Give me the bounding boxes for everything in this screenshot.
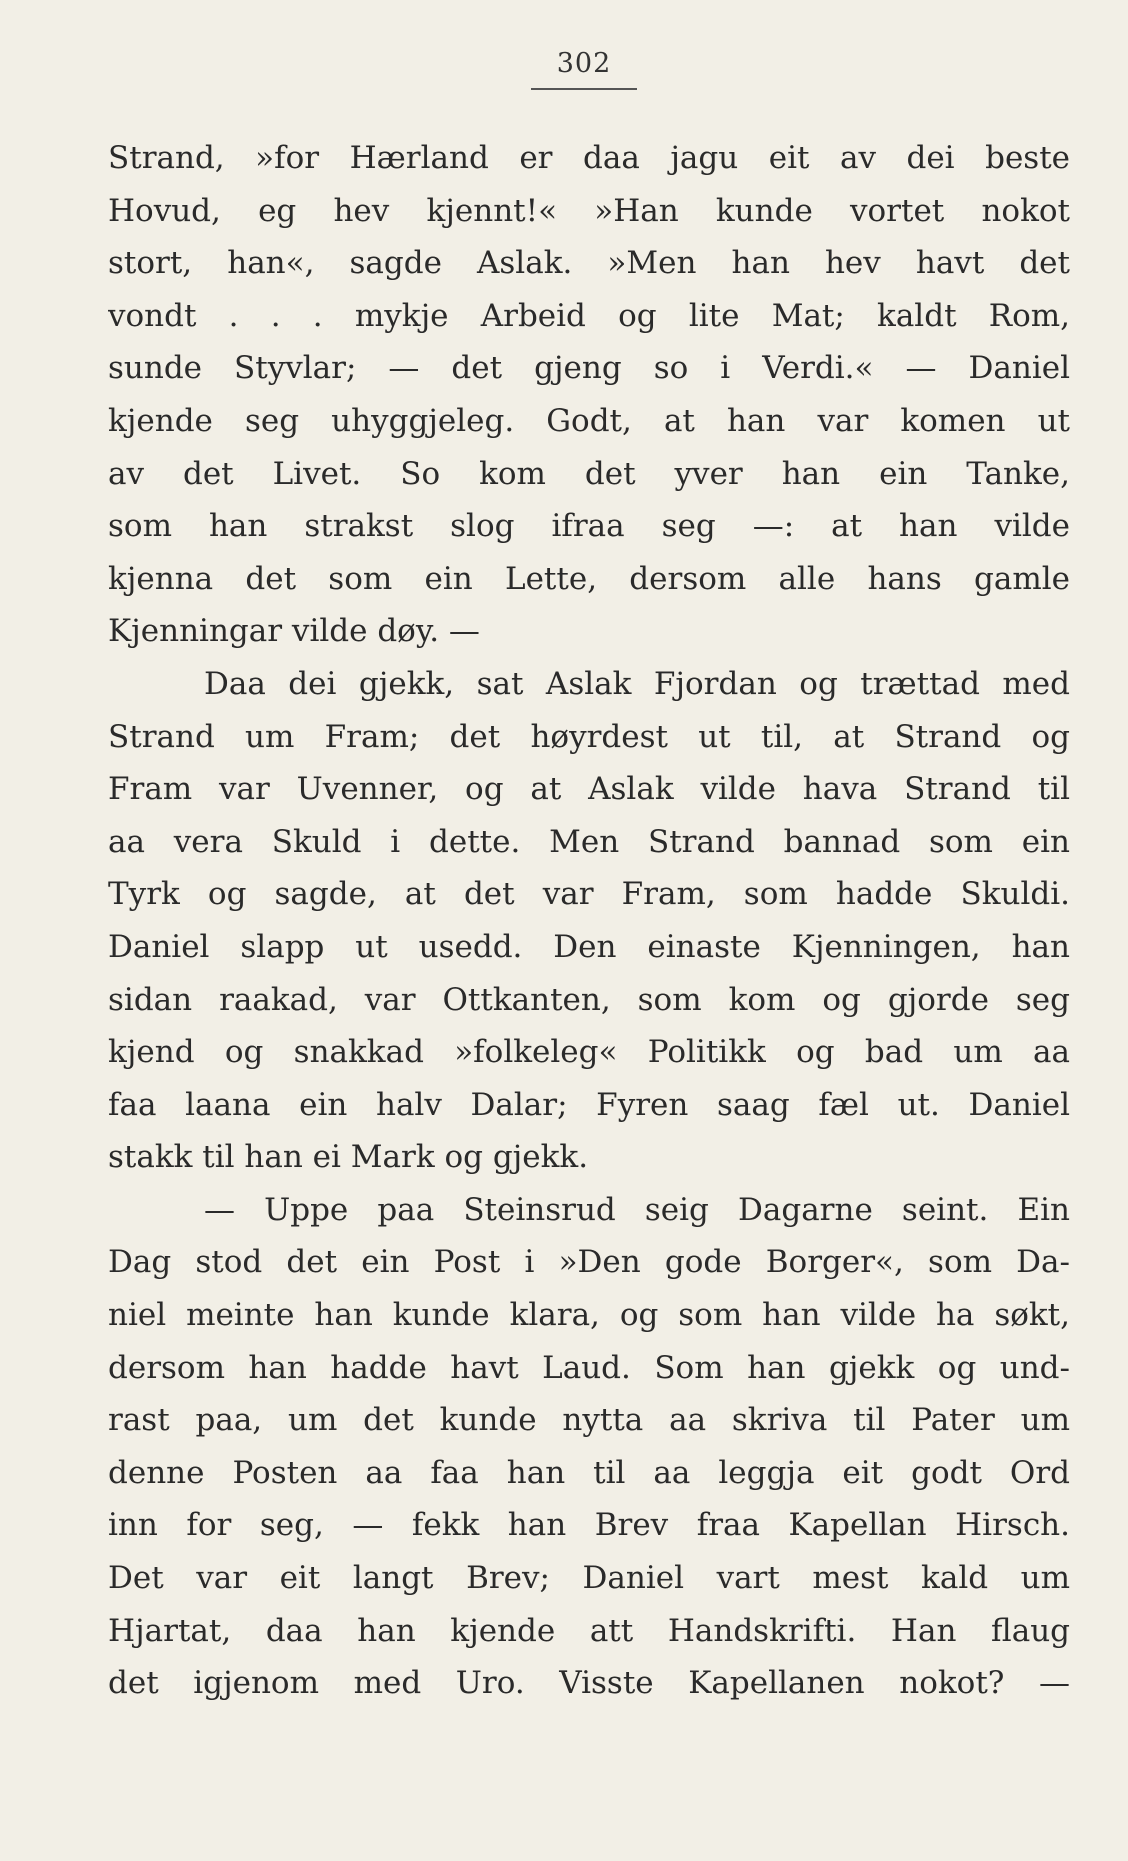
text-line: Hjartat, daa han kjende att Handskrifti. Han flaug	[108, 1612, 1070, 1649]
text-line: stort, han«, sagde Aslak. »Men han hev havt det	[108, 245, 1070, 282]
text-line: aa vera Skuld i dette. Men Strand bannad som ein	[108, 823, 1070, 860]
text-line: det igjenom med Uro. Visste Kapellanen nokot? —	[108, 1665, 1070, 1702]
text-line: Strand um Fram; det høyrdest ut til, at Strand og	[108, 718, 1070, 755]
text-line: sidan raakad, var Ottkanten, som kom og gjorde seg	[108, 981, 1070, 1018]
text-line: stakk til han ei Mark og gjekk.	[108, 1139, 589, 1176]
text-line: kjenna det som ein Lette, dersom alle hans gamle	[108, 560, 1070, 597]
text-line: som han strakst slog ifraa seg —: at han vilde	[108, 508, 1070, 545]
text-line: kjende seg uhyggjeleg. Godt, at han var komen ut	[108, 402, 1070, 439]
body-text	[108, 132, 1070, 1710]
text-line: Fram var Uvenner, og at Aslak vilde hava Strand til	[108, 771, 1070, 808]
text-line: dersom han hadde havt Laud. Som han gjekk og und-	[108, 1349, 1070, 1386]
text-line: Kjenningar vilde døy. —	[108, 613, 480, 650]
text-line: av det Livet. So kom det yver han ein Tanke,	[108, 455, 1070, 492]
text-line: niel meinte han kunde klara, og som han vilde ha søkt,	[108, 1297, 1070, 1334]
text-line: rast paa, um det kunde nytta aa skriva til Pater um	[108, 1402, 1070, 1439]
text-line: Hovud, eg hev kjennt!« »Han kunde vortet nokot	[108, 192, 1070, 229]
text-line: Tyrk og sagde, at det var Fram, som hadde Skuldi.	[108, 876, 1070, 913]
text-line: sunde Styvlar; — det gjeng so i Verdi.« — Daniel	[108, 350, 1070, 387]
page-number-rule	[531, 88, 637, 90]
text-line: Dag stod det ein Post i »Den gode Borger«, som Da-	[108, 1244, 1070, 1281]
text-line: vondt . . . mykje Arbeid og lite Mat; kaldt Rom,	[108, 297, 1070, 334]
text-line: Det var eit langt Brev; Daniel vart mest kald um	[108, 1560, 1070, 1597]
text-line: faa laana ein halv Dalar; Fyren saag fæl ut. Daniel	[108, 1086, 1070, 1123]
text-line: Daniel slapp ut usedd. Den einaste Kjenningen, han	[108, 928, 1070, 965]
text-line: Strand, »for Hærland er daa jagu eit av dei beste	[108, 140, 1070, 176]
text-line: inn for seg, — fekk han Brev fraa Kapellan Hirsch.	[108, 1507, 1070, 1544]
text-line: kjend og snakkad »folkeleg« Politikk og bad um aa	[108, 1034, 1070, 1071]
text-line: denne Posten aa faa han til aa leggja eit godt Ord	[108, 1454, 1070, 1491]
text-line: — Uppe paa Steinsrud seig Dagarne seint. Ein	[204, 1191, 1070, 1228]
page-number: 302	[556, 48, 612, 79]
text-line: Daa dei gjekk, sat Aslak Fjordan og trættad med	[204, 665, 1070, 702]
